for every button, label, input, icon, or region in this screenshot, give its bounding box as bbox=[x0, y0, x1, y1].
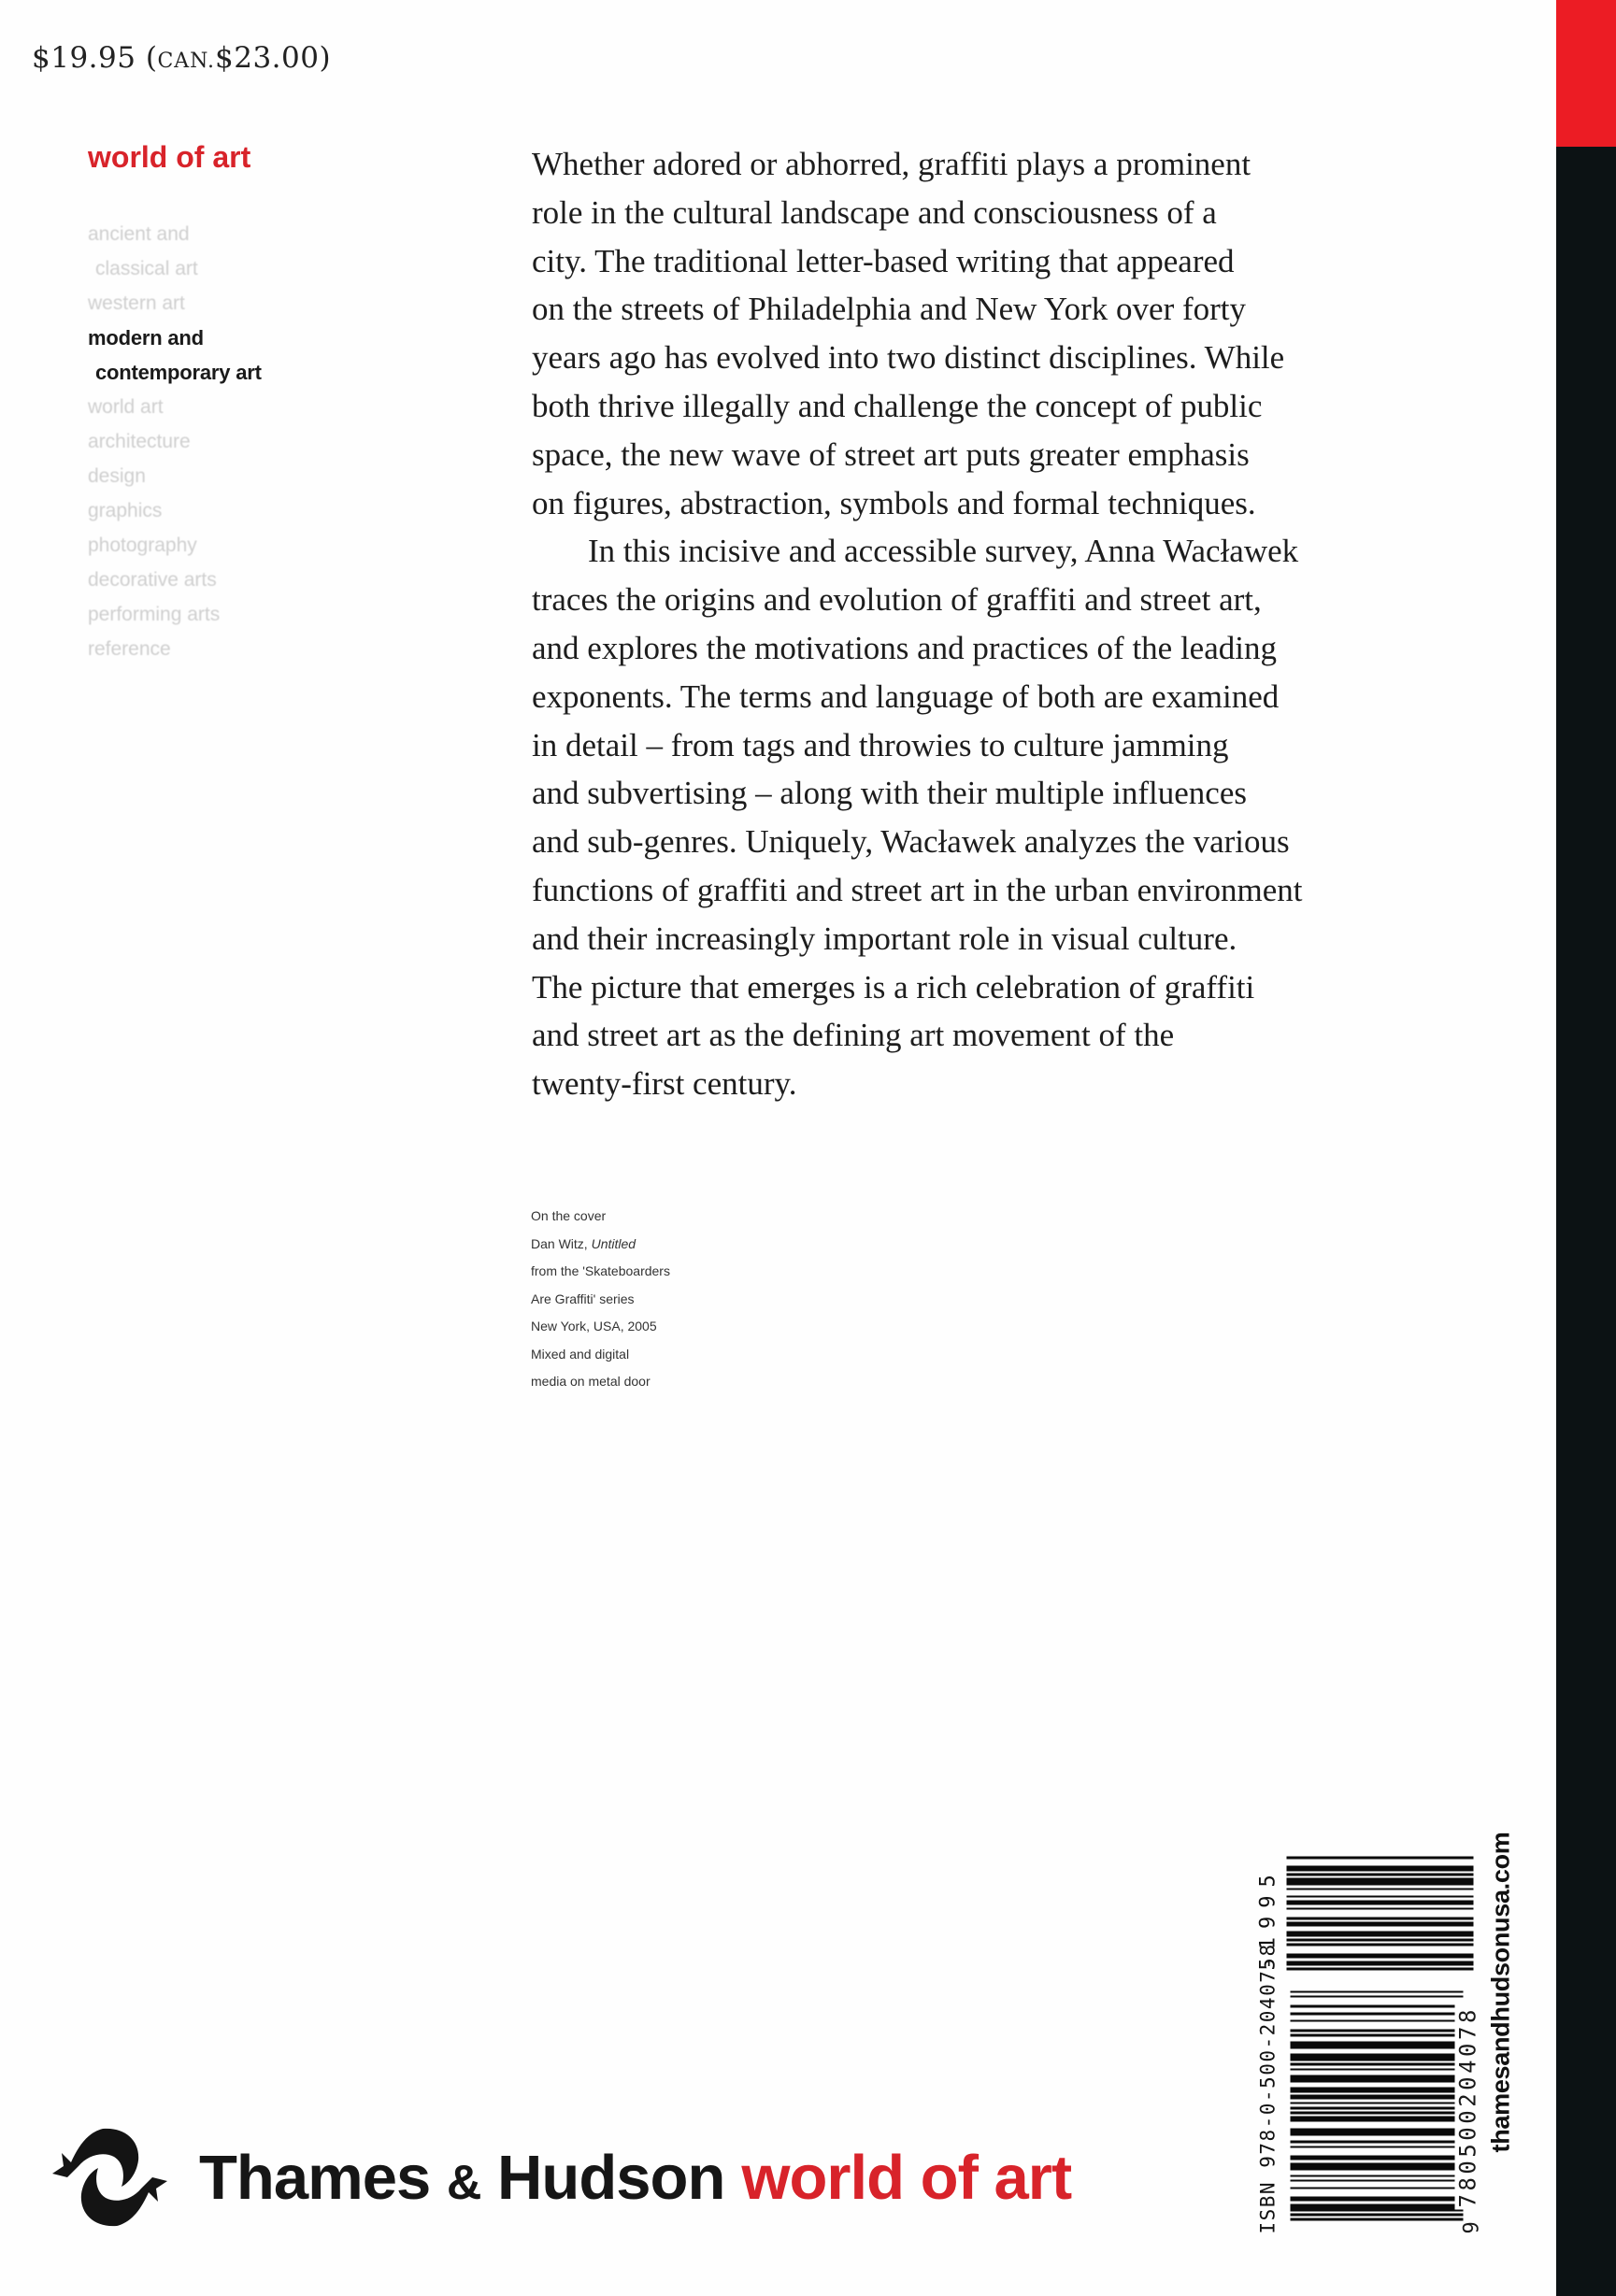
barcode-addon-digits: 51995 bbox=[1256, 1866, 1280, 1971]
blurb-line: on the streets of Philadelphia and New York over forty bbox=[532, 291, 1247, 328]
barcode-bar bbox=[1291, 2018, 1464, 2020]
category-item bbox=[88, 390, 262, 424]
category-item bbox=[88, 459, 262, 493]
barcode-addon-bar bbox=[1287, 1866, 1474, 1869]
barcode-bar bbox=[1291, 2153, 1464, 2156]
publisher-url[interactable]: thamesandhudsonusa.com bbox=[1486, 1832, 1515, 2153]
barcode-bar bbox=[1291, 2089, 1464, 2092]
barcode-bar bbox=[1291, 2167, 1464, 2170]
barcode-addon-bar bbox=[1287, 1944, 1474, 1947]
caption-line: Are Graffiti' series bbox=[531, 1291, 635, 1306]
barcode-addon-bar bbox=[1287, 1861, 1474, 1864]
blurb-line: functions of graffiti and street art in the urban environment bbox=[532, 871, 1303, 908]
caption-line: New York, USA, 2005 bbox=[531, 1319, 657, 1333]
barcode-bar bbox=[1291, 2085, 1464, 2088]
isbn-barcode bbox=[1257, 1833, 1523, 2234]
barcode-addon-bar bbox=[1287, 1936, 1474, 1939]
category-label: reference bbox=[88, 638, 171, 660]
spine-stripe-black bbox=[1556, 147, 1616, 2296]
barcode-bar bbox=[1291, 2019, 1464, 2022]
barcode-bar bbox=[1291, 2022, 1464, 2025]
barcode-bar bbox=[1291, 2012, 1464, 2015]
barcode-bar bbox=[1291, 2059, 1464, 2061]
blurb-line: and subvertising – along with their multiple influences bbox=[532, 775, 1247, 812]
isbn-text: ISBN 978-0-500-20407-8 bbox=[1256, 1943, 1280, 2234]
barcode-bar bbox=[1291, 2146, 1464, 2148]
barcode-addon-bar bbox=[1287, 1915, 1474, 1918]
blurb-line: and street art as the defining art movement of the bbox=[532, 1017, 1175, 1054]
category-label: ancient and bbox=[88, 223, 190, 245]
barcode-addon-bar bbox=[1287, 1919, 1474, 1922]
barcode-addon-bar bbox=[1287, 1883, 1474, 1886]
barcode-bar bbox=[1291, 2104, 1464, 2107]
barcode-bar bbox=[1291, 2024, 1464, 2027]
category-label: graphics bbox=[88, 500, 163, 521]
barcode-addon-bars bbox=[1287, 1857, 1474, 1971]
blurb-line: city. The traditional letter-based writing that appeared bbox=[532, 242, 1235, 279]
barcode-addon-bar bbox=[1287, 1934, 1474, 1937]
barcode-bar bbox=[1291, 2051, 1464, 2054]
barcode-addon-bar bbox=[1287, 1939, 1474, 1942]
barcode-addon-bar bbox=[1287, 1963, 1474, 1966]
barcode-addon-bar bbox=[1287, 1900, 1474, 1903]
barcode-bar bbox=[1291, 2063, 1464, 2066]
category-label: contemporary art bbox=[95, 361, 262, 384]
barcode-bar bbox=[1291, 2170, 1464, 2173]
barcode-bar bbox=[1291, 2107, 1464, 2110]
series-title: world of art bbox=[88, 140, 251, 174]
barcode-addon-bar bbox=[1287, 1857, 1474, 1860]
barcode-bar bbox=[1291, 2162, 1464, 2165]
price: $19.95 (CAN.$23.00) bbox=[32, 41, 332, 75]
barcode-bar bbox=[1291, 2003, 1464, 2005]
blurb-line: years ago has evolved into two distinct disciplines. While bbox=[532, 339, 1285, 377]
barcode-bar bbox=[1291, 2036, 1464, 2039]
caption-line: Mixed and digital bbox=[531, 1346, 630, 1362]
barcode-addon-bar bbox=[1287, 1951, 1474, 1954]
barcode-bar bbox=[1291, 2095, 1464, 2098]
barcode-bar bbox=[1291, 1990, 1464, 1993]
barcode-bar bbox=[1291, 2027, 1464, 2030]
barcode-bar bbox=[1291, 2150, 1464, 2153]
barcode-bar bbox=[1291, 2161, 1464, 2163]
blurb-line: on figures, abstraction, symbols and formal techniques. bbox=[532, 484, 1256, 521]
blurb-line: exponents. The terms and language of both are examined bbox=[532, 677, 1280, 715]
caption-artist: Dan Witz, bbox=[531, 1235, 588, 1251]
category-label: world art bbox=[88, 396, 164, 418]
barcode-addon-bar bbox=[1287, 1893, 1474, 1896]
category-item bbox=[88, 632, 262, 666]
price-can: $23.00 bbox=[215, 41, 320, 75]
category-item bbox=[88, 217, 262, 286]
barcode-bar bbox=[1291, 2010, 1464, 2013]
category-label: architecture bbox=[88, 431, 191, 452]
barcode-bar bbox=[1291, 2044, 1464, 2046]
barcode-bar bbox=[1291, 2048, 1464, 2051]
price-can-label: CAN. bbox=[157, 50, 215, 73]
barcode-addon-bar bbox=[1287, 1965, 1474, 1968]
blurb-line: In this incisive and accessible survey, Anna Wacławek bbox=[588, 533, 1299, 570]
blurb bbox=[532, 140, 1303, 1108]
barcode-bar bbox=[1291, 2068, 1464, 2071]
barcode-bar bbox=[1291, 2179, 1464, 2182]
barcode-bar bbox=[1291, 2206, 1464, 2209]
barcode-bar bbox=[1291, 2117, 1464, 2119]
barcode-addon-bar bbox=[1287, 1941, 1474, 1944]
barcode-bar bbox=[1291, 2141, 1464, 2144]
barcode-bar bbox=[1291, 2054, 1464, 2057]
barcode-addon-bar bbox=[1287, 1886, 1474, 1889]
blurb-line: The picture that emerges is a rich celebration of graffiti bbox=[532, 968, 1255, 1005]
barcode-bar bbox=[1291, 1995, 1464, 1998]
barcode-bar bbox=[1291, 2144, 1464, 2146]
price-us: $19.95 bbox=[32, 41, 136, 75]
barcode-bar bbox=[1291, 2073, 1464, 2075]
barcode-digits: 780500204078 bbox=[1454, 2006, 1481, 2208]
category-item bbox=[88, 493, 262, 528]
barcode-addon-bar bbox=[1287, 1871, 1474, 1874]
barcode-bar bbox=[1291, 2177, 1464, 2180]
category-label: photography bbox=[88, 535, 197, 556]
barcode-bar bbox=[1291, 2211, 1464, 2214]
barcode-bar bbox=[1291, 2080, 1464, 2083]
cover-caption bbox=[531, 1203, 670, 1396]
blurb-line: twenty-first century. bbox=[532, 1065, 797, 1103]
barcode-bar bbox=[1291, 2129, 1464, 2132]
barcode-bar bbox=[1291, 2191, 1464, 2194]
category-label: design bbox=[88, 465, 146, 487]
barcode-bar bbox=[1291, 2034, 1464, 2037]
barcode-bar bbox=[1291, 2182, 1464, 2185]
barcode-bar bbox=[1291, 2175, 1464, 2177]
barcode-addon-bar bbox=[1287, 1869, 1474, 1872]
barcode-bar bbox=[1291, 2056, 1464, 2059]
barcode-bar bbox=[1291, 2216, 1464, 2218]
barcode-bar bbox=[1291, 2218, 1464, 2221]
barcode-addon-bar bbox=[1287, 1910, 1474, 1913]
barcode-bar bbox=[1291, 2165, 1464, 2168]
barcode-addon-bar bbox=[1287, 1924, 1474, 1927]
barcode-bar bbox=[1291, 2132, 1464, 2134]
barcode-bar bbox=[1291, 2148, 1464, 2151]
barcode-addon-bar bbox=[1287, 1927, 1474, 1930]
barcode-addon-bar bbox=[1287, 1929, 1474, 1932]
barcode-addon-bar bbox=[1287, 1948, 1474, 1951]
barcode-addon-bar bbox=[1287, 1961, 1474, 1963]
publisher-name: Thames & Hudson bbox=[199, 2142, 725, 2213]
category-label: decorative arts bbox=[88, 569, 217, 591]
barcode-addon-bar bbox=[1287, 1878, 1474, 1881]
publisher-logo bbox=[47, 2121, 1071, 2233]
barcode-bar bbox=[1291, 2203, 1464, 2206]
barcode-bar bbox=[1291, 2185, 1464, 2188]
category-label: classical art bbox=[95, 258, 198, 279]
blurb-line: space, the new wave of street art puts greater emphasis bbox=[532, 435, 1250, 473]
dolphins-logo-icon bbox=[47, 2121, 173, 2233]
barcode-bar bbox=[1291, 2114, 1464, 2117]
blurb-line: in detail – from tags and throwies to culture jamming bbox=[532, 726, 1229, 763]
barcode-bar bbox=[1291, 2102, 1464, 2104]
blurb-line: and explores the motivations and practices of the leading bbox=[532, 629, 1277, 666]
barcode-bar bbox=[1291, 2109, 1464, 2112]
barcode-bar bbox=[1291, 2112, 1464, 2115]
barcode-bar bbox=[1291, 2199, 1464, 2202]
barcode-first-digit: 9 bbox=[1460, 2221, 1484, 2234]
barcode-bar bbox=[1291, 2042, 1464, 2045]
caption-line: from the 'Skateboarders bbox=[531, 1263, 670, 1278]
caption-heading: On the cover bbox=[531, 1208, 607, 1223]
barcode-bar bbox=[1291, 2075, 1464, 2078]
barcode-bar bbox=[1291, 2187, 1464, 2189]
barcode-bar bbox=[1291, 2124, 1464, 2127]
barcode-addon-bar bbox=[1287, 1863, 1474, 1866]
publisher-series: world of art bbox=[741, 2142, 1072, 2213]
barcode-bar bbox=[1291, 2189, 1464, 2192]
barcode-addon-bar bbox=[1287, 1922, 1474, 1925]
barcode-bar bbox=[1291, 2005, 1464, 2008]
barcode-addon-bar bbox=[1287, 1907, 1474, 1910]
barcode-bar bbox=[1291, 2119, 1464, 2122]
barcode-bar bbox=[1291, 2000, 1464, 2003]
barcode-addon-bar bbox=[1287, 1903, 1474, 1905]
category-label: performing arts bbox=[88, 604, 221, 625]
barcode-bar bbox=[1291, 2088, 1464, 2090]
barcode-bar bbox=[1291, 2077, 1464, 2080]
category-item bbox=[88, 597, 262, 632]
barcode-bar bbox=[1291, 2202, 1464, 2204]
barcode-addon-bar bbox=[1287, 1888, 1474, 1890]
barcode-bar bbox=[1291, 2158, 1464, 2161]
barcode-bar bbox=[1291, 2197, 1464, 2200]
barcode-bar bbox=[1291, 2032, 1464, 2034]
barcode-bar bbox=[1291, 2007, 1464, 2010]
barcode-addon-bar bbox=[1287, 1917, 1474, 1919]
barcode-addon-bar bbox=[1287, 1874, 1474, 1876]
category-item bbox=[88, 286, 262, 321]
category-list bbox=[88, 217, 262, 666]
barcode-bar bbox=[1291, 2121, 1464, 2124]
barcode-bar bbox=[1291, 2092, 1464, 2095]
barcode-addon-bar bbox=[1287, 1956, 1474, 1959]
category-item bbox=[88, 321, 262, 390]
barcode-bar bbox=[1291, 2015, 1464, 2018]
barcode-addon-bar bbox=[1287, 1898, 1474, 1901]
barcode-addon-bar bbox=[1287, 1932, 1474, 1934]
caption-title: Untitled bbox=[591, 1235, 636, 1251]
barcode-bar bbox=[1291, 2173, 1464, 2175]
barcode-bar bbox=[1291, 2071, 1464, 2074]
barcode-addon-bar bbox=[1287, 1890, 1474, 1893]
barcode-addon-bar bbox=[1287, 1968, 1474, 1971]
barcode-bar bbox=[1291, 2136, 1464, 2139]
barcode-addon-bar bbox=[1287, 1859, 1474, 1861]
barcode-bar bbox=[1291, 2061, 1464, 2063]
caption-line: media on metal door bbox=[531, 1374, 651, 1389]
blurb-line: Whether adored or abhorred, graffiti plays a prominent bbox=[532, 146, 1251, 182]
barcode-addon-bar bbox=[1287, 1947, 1474, 1949]
barcode-bar bbox=[1291, 2194, 1464, 2197]
barcode-bar bbox=[1291, 2046, 1464, 2049]
barcode-bar bbox=[1291, 2100, 1464, 2103]
barcode-bar bbox=[1291, 2138, 1464, 2141]
barcode-addon-bar bbox=[1287, 1912, 1474, 1915]
barcode-bar bbox=[1291, 2066, 1464, 2069]
barcode-bar bbox=[1291, 2209, 1464, 2212]
barcode-bar bbox=[1291, 2133, 1464, 2136]
barcode-bar bbox=[1291, 1993, 1464, 1996]
blurb-line: role in the cultural landscape and consciousness of a bbox=[532, 193, 1217, 231]
barcode-bar bbox=[1291, 2083, 1464, 2086]
blurb-line: both thrive illegally and challenge the concept of public bbox=[532, 387, 1263, 424]
barcode-bar bbox=[1291, 2039, 1464, 2042]
barcode-bar bbox=[1291, 2214, 1464, 2217]
category-item bbox=[88, 563, 262, 597]
blurb-line: and their increasingly important role in visual culture. bbox=[532, 920, 1237, 957]
barcode-bar bbox=[1291, 2030, 1464, 2032]
barcode-bar bbox=[1291, 2155, 1464, 2158]
barcode-addon-bar bbox=[1287, 1875, 1474, 1878]
barcode-addon-bar bbox=[1287, 1953, 1474, 1956]
category-label: modern and bbox=[88, 326, 204, 349]
barcode-bar bbox=[1291, 2097, 1464, 2100]
barcode-bar bbox=[1291, 1998, 1464, 2001]
category-item bbox=[88, 528, 262, 563]
barcode-addon-bar bbox=[1287, 1959, 1474, 1961]
barcode-addon-bar bbox=[1287, 1904, 1474, 1907]
blurb-line: traces the origins and evolution of graffiti and street art, bbox=[532, 581, 1262, 619]
barcode-addon-bar bbox=[1287, 1895, 1474, 1898]
category-label: western art bbox=[88, 292, 185, 314]
spine-stripe-red bbox=[1556, 0, 1616, 147]
barcode-bar bbox=[1291, 2126, 1464, 2129]
blurb-line: and sub-genres. Uniquely, Wacławek analyzes the various bbox=[532, 823, 1290, 861]
barcode-main-bars bbox=[1291, 1990, 1464, 2220]
barcode-addon-bar bbox=[1287, 1881, 1474, 1884]
category-item bbox=[88, 424, 262, 459]
